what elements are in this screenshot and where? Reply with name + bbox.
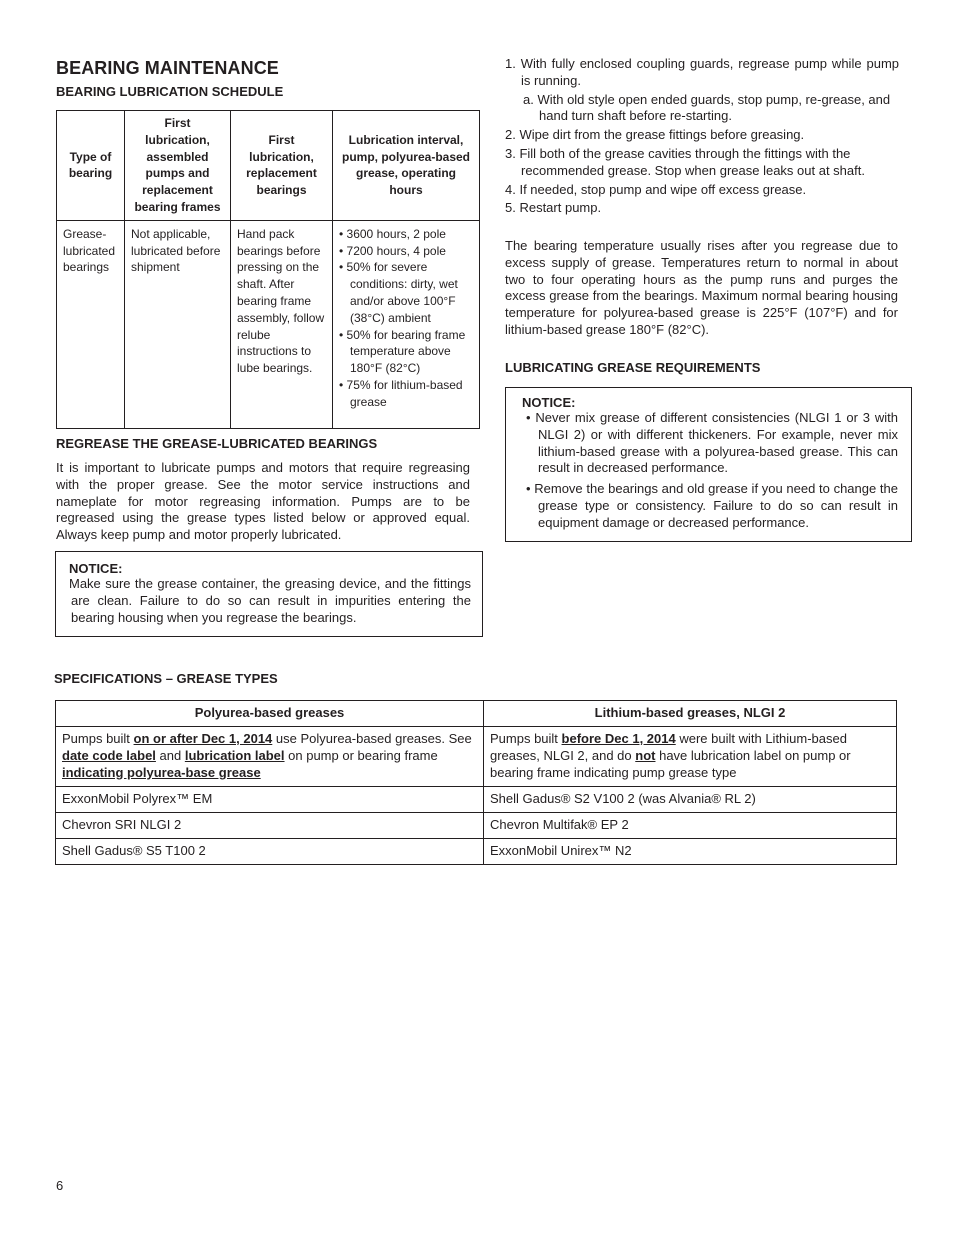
cell-type: Grease-lubricated bearings (57, 220, 125, 428)
polyurea-cell: Chevron SRI NLGI 2 (56, 813, 484, 839)
notice-title: NOTICE: (69, 561, 123, 576)
schedule-row (57, 220, 480, 428)
notice-bullet: • Never mix grease of different consistencies (NLGI 1 or 3 with NLGI 2) or with different thickeners. For example, never mix lithium-based grease with a polyurea-based grease. This can result in decreased performance. (526, 410, 898, 476)
intro-emphasis: on or after Dec 1, 2014 (133, 731, 273, 746)
schedule-header-row (57, 111, 480, 221)
notice-text: Make sure the grease container, the greasing device, and the fittings are clean. Failure to do so can result in impurities entering the bearing housing when you regrease the bearings. (69, 576, 471, 625)
intro-text: and (155, 747, 185, 763)
header-polyurea: Polyurea-based greases (56, 701, 484, 727)
step-4: 4. If needed, stop pump and wipe off excess grease. (505, 181, 807, 197)
intro-text: were built with Lithium-based greases, NLGI 2, and do (490, 731, 847, 763)
lubrication-schedule-table (56, 110, 480, 429)
intro-emphasis: before Dec 1, 2014 (561, 731, 676, 746)
step-1a: a. With old style open ended guards, stop pump, re-grease, and hand turn shaft before re-starting. (523, 91, 891, 124)
interval-item: • 50% for severe conditions: dirty, wet and/or above 100°F (38°C) ambient (339, 260, 458, 325)
lithium-cell: Shell Gadus® S2 V100 2 (was Alvania® RL 2) (484, 787, 897, 813)
schedule-heading: BEARING LUBRICATION SCHEDULE (56, 84, 284, 99)
table-row (56, 839, 897, 865)
header-type: Type of bearing (57, 111, 125, 221)
intro-text: use Polyurea-based greases. See (272, 731, 472, 746)
header-first-replacement: First lubrication, replacement bearings (231, 111, 333, 221)
specs-heading: SPECIFICATIONS – GREASE TYPES (54, 671, 278, 686)
intro-text: Pumps built (62, 731, 134, 746)
regrease-heading: REGREASE THE GREASE-LUBRICATED BEARINGS (56, 436, 378, 451)
cell-first-replacement: Hand pack bearings before pressing on the shaft. After bearing frame assembly, follow relube instructions to lube bearings. (231, 220, 333, 428)
intro-emphasis: indicating polyurea-base grease (62, 764, 261, 780)
grease-intro-row (56, 727, 897, 787)
requirements-heading: LUBRICATING GREASE REQUIREMENTS (505, 360, 761, 375)
regrease-steps (505, 56, 899, 217)
notice-title: NOTICE: (522, 395, 576, 410)
intro-text: on pump or bearing frame (284, 747, 438, 763)
polyurea-cell: Shell Gadus® S5 T100 2 (56, 839, 484, 865)
intro-text: Pumps built (490, 731, 562, 746)
header-interval: Lubrication interval, pump, polyurea-based grease, operating hours (333, 111, 480, 221)
header-lithium: Lithium-based greases, NLGI 2 (484, 701, 897, 727)
temperature-paragraph: The bearing temperature usually rises after you regrease due to excess supply of grease. Temperatures return to normal in about two to four operating hours as the pump runs and purges the excess grease from the bearings. Maximum normal bearing housing temperature for polyurea-based grease is 225°F (107°F) and for lithium-based grease 180°F (82°C). (505, 238, 898, 337)
interval-item: • 3600 hours, 2 pole (339, 226, 446, 241)
polyurea-cell: ExxonMobil Polyrex™ EM (56, 787, 484, 813)
interval-item: • 7200 hours, 4 pole (339, 243, 446, 258)
intro-text: have lubrication label on pump or bearing frame indicating pump grease type (490, 747, 851, 780)
grease-header-row (56, 701, 897, 727)
lithium-intro (484, 727, 897, 787)
interval-item: • 75% for lithium-based grease (339, 377, 463, 409)
intro-emphasis: date code label (62, 747, 156, 763)
intro-emphasis: lubrication label (184, 747, 285, 763)
table-row (56, 787, 897, 813)
notice-box-right (505, 387, 912, 542)
intro-emphasis: not (635, 747, 656, 763)
regrease-paragraph: It is important to lubricate pumps and motors that require regreasing with the proper grease. See the motor service instructions and nameplate for motor regreasing information. Pumps are to be regreased using the grease types listed below or approved equal. Always keep pump and motor properly lubricated. (56, 460, 470, 543)
step-5: 5. Restart pump. (505, 200, 602, 216)
header-first-assembled: First lubrication, assembled pumps and replacement bearing frames (125, 111, 231, 221)
cell-first-assembled: Not applicable, lubricated before shipment (125, 220, 231, 428)
lithium-cell: Chevron Multifak® EP 2 (484, 813, 897, 839)
polyurea-intro (56, 727, 484, 787)
cell-interval (333, 220, 480, 428)
interval-list (339, 226, 473, 411)
step-3: 3. Fill both of the grease cavities through the fittings with the recommended grease. Stop when grease leaks out at shaft. (505, 145, 865, 178)
notice-box-left (55, 551, 483, 637)
step-1: 1. With fully enclosed coupling guards, regrease pump while pump is running. (505, 56, 899, 88)
table-row (56, 813, 897, 839)
page-title: BEARING MAINTENANCE (56, 58, 279, 78)
interval-item: • 50% for bearing frame temperature above 180°F (82°C) (339, 327, 466, 376)
step-2: 2. Wipe dirt from the grease fittings before greasing. (505, 127, 805, 143)
grease-types-table (55, 700, 897, 865)
lithium-cell: ExxonMobil Unirex™ N2 (484, 839, 897, 865)
page-number: 6 (56, 1178, 64, 1193)
notice-bullet: • Remove the bearings and old grease if you need to change the grease type or consistency. Failure to do so can result in equipment damage or decreased performance. (526, 481, 898, 530)
